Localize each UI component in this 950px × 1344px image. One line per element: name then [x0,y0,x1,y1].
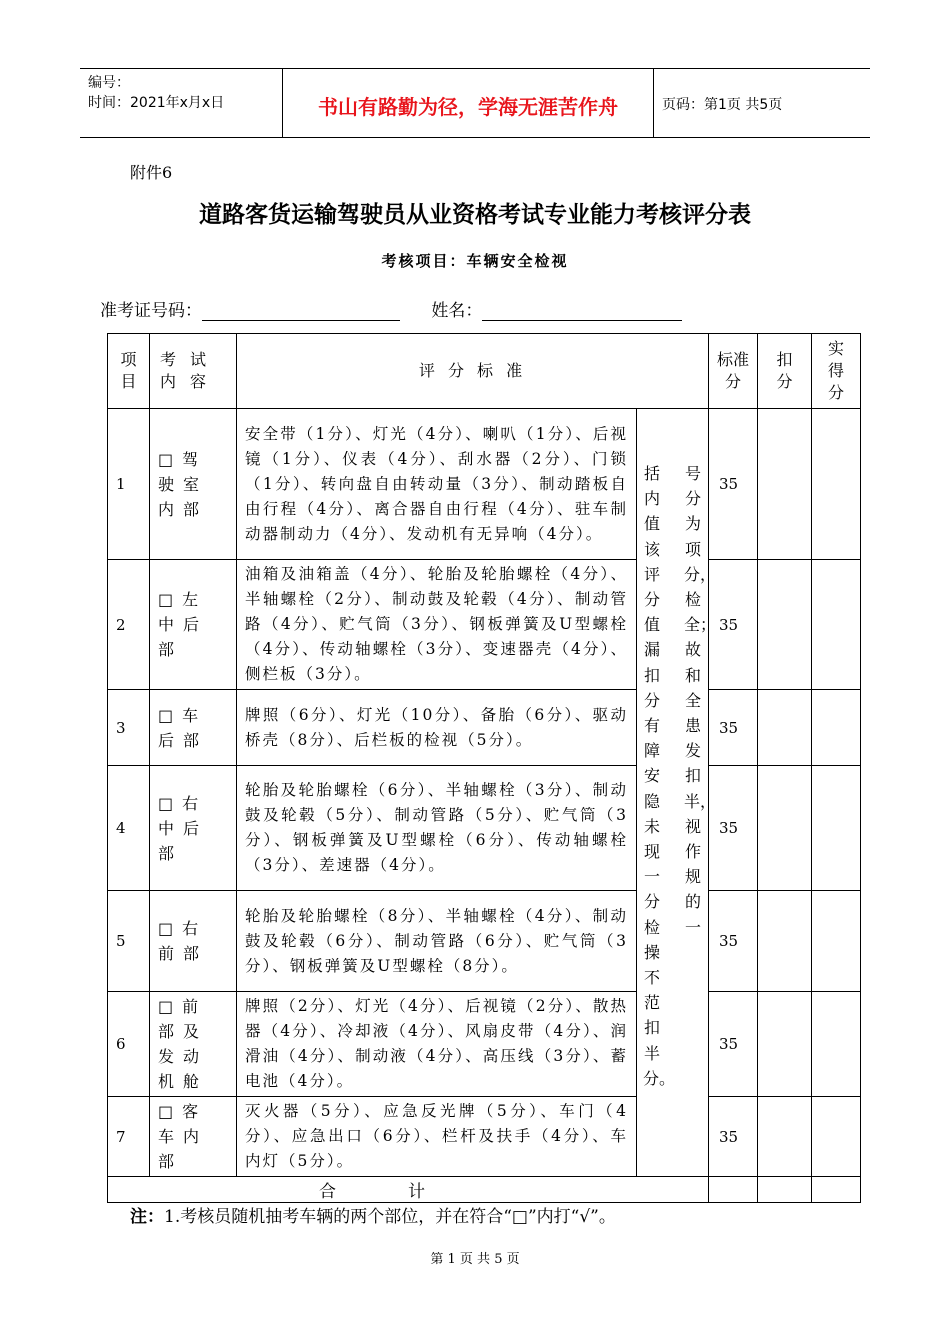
row-part[interactable]: □车后部 [150,690,237,766]
row-deduct-cell[interactable] [758,690,812,766]
row-standard: 35 [709,690,758,766]
time-label: 时间：2021年x月x日 [88,95,225,111]
page-footer: 第 1 页 共 5 页 [430,1252,520,1267]
note-left-column: 括内值该评分值漏扣分有障安隐未现一分检操不范扣半分。 [643,464,676,1088]
row-part[interactable]: □客车内部 [150,1097,237,1177]
number-label: 编号： [88,75,130,91]
header-meta-cell [80,69,283,137]
row-number: 1 [108,409,150,560]
footnote-text: 1.考核员随机抽考车辆的两个部位，并在符合“□”内打“√”。 [164,1207,616,1227]
note-right-column: 号分为项分，检全；故和全患发扣半，视作规的一 [684,464,717,937]
total-row [108,1177,861,1203]
row-deduct-cell[interactable] [758,766,812,891]
motto-text: 书山有路勤为径，学海无涯苦作舟 [318,95,618,119]
scoring-table [107,333,861,1203]
row-actual-cell[interactable] [812,1097,861,1177]
table-row [108,690,861,766]
table-row [108,992,861,1097]
total-standard-cell[interactable] [709,1177,758,1203]
row-actual-cell[interactable] [812,766,861,891]
row-criteria: 牌照（6分）、灯光（10分）、备胎（6分）、驱动桥壳（8分）、后栏板的检视（5分）。 [237,690,637,766]
table-row [108,766,861,891]
row-deduct-cell[interactable] [758,560,812,690]
row-actual-cell[interactable] [812,891,861,992]
row-standard: 35 [709,766,758,891]
row-part[interactable]: □左中后部 [150,560,237,690]
row-standard: 35 [709,560,758,690]
row-criteria: 灭火器（5分）、应急反光牌（5分）、车门（4分）、应急出口（6分）、栏杆及扶手（4分）、车内灯（5分）。 [237,1097,637,1177]
row-criteria: 轮胎及轮胎螺栓（6分）、半轴螺栓（3分）、制动鼓及轮毂（5分）、制动管路（5分）、贮气筒（3分）、钢板弹簧及U型螺栓（6分）、传动轴螺栓（3分）、差速器（4分）。 [237,766,637,891]
total-actual-cell[interactable] [812,1177,861,1203]
header-criteria: 评 分 标 准 [237,334,709,409]
row-number: 2 [108,560,150,690]
scoring-note [637,409,717,1177]
row-number: 5 [108,891,150,992]
row-number: 3 [108,690,150,766]
page-label: 页码：第1页 共5页 [662,97,783,113]
header-page-cell [654,69,870,137]
row-deduct-cell[interactable] [758,1097,812,1177]
attachment-label: 附件6 [130,163,173,182]
row-standard: 35 [709,409,758,560]
header-motto-cell [283,69,654,137]
row-deduct-cell[interactable] [758,992,812,1097]
table-header-row [108,334,861,409]
row-deduct-cell[interactable] [758,409,812,560]
row-criteria: 牌照（2分）、灯光（4分）、后视镜（2分）、散热器（4分）、冷却液（4分）、风扇皮带（4分）、润滑油（4分）、制动液（4分）、高压线（3分）、蓄电池（4分）。 [237,992,637,1097]
row-standard: 35 [709,1097,758,1177]
footnote [130,1202,616,1227]
row-standard: 35 [709,992,758,1097]
table-row [108,891,861,992]
name-field[interactable] [482,302,682,321]
header-item: 项目 [108,334,150,409]
exam-number-label: 准考证号码： [100,301,202,321]
row-part[interactable]: □右中后部 [150,766,237,891]
table-row [108,560,861,690]
header-deduct: 扣分 [758,334,812,409]
row-actual-cell[interactable] [812,690,861,766]
row-part[interactable]: □驾驶室内部 [150,409,237,560]
row-standard: 35 [709,891,758,992]
row-number: 7 [108,1097,150,1177]
page-title: 道路客货运输驾驶员从业资格考试专业能力考核评分表 [199,202,751,228]
header-content: 考试内容 [150,334,237,409]
header-actual: 实得分 [812,334,861,409]
row-actual-cell[interactable] [812,560,861,690]
total-label: 合计 [108,1177,709,1203]
footnote-label: 注： [130,1207,164,1227]
row-criteria: 油箱及油箱盖（4分）、轮胎及轮胎螺栓（4分）、半轴螺栓（2分）、制动鼓及轮毂（4分）、制动管路（4分）、贮气筒（3分）、钢板弹簧及U型螺栓（4分）、传动轴螺栓（3分）、变速器壳（4分）、侧栏板（3分）。 [237,560,637,690]
name-label: 姓名： [431,301,483,321]
row-criteria: 安全带（1分）、灯光（4分）、喇叭（1分）、后视镜（1分）、仪表（4分）、刮水器（2分）、门锁（1分）、转向盘自由转动量（3分）、制动踏板自由行程（4分）、离合器自由行程（4分）、驻车制动器制动力（4分）、发动机有无异响（4分）。 [237,409,637,560]
total-deduct-cell[interactable] [758,1177,812,1203]
table-row [108,409,861,560]
row-part[interactable]: □前部及发动机舱 [150,992,237,1097]
row-deduct-cell[interactable] [758,891,812,992]
row-criteria: 轮胎及轮胎螺栓（8分）、半轴螺栓（4分）、制动鼓及轮毂（6分）、制动管路（6分）、贮气筒（3分）、钢板弹簧及U型螺栓（8分）。 [237,891,637,992]
row-part[interactable]: □右前部 [150,891,237,992]
table-row [108,1097,861,1177]
row-number: 6 [108,992,150,1097]
row-actual-cell[interactable] [812,992,861,1097]
candidate-info-row [100,296,682,321]
row-actual-cell[interactable] [812,409,861,560]
exam-number-field[interactable] [202,302,400,321]
exam-item-subtitle: 考核项目：车辆安全检视 [381,252,569,270]
document-header [80,68,870,138]
header-standard: 标准分 [709,334,758,409]
row-number: 4 [108,766,150,891]
